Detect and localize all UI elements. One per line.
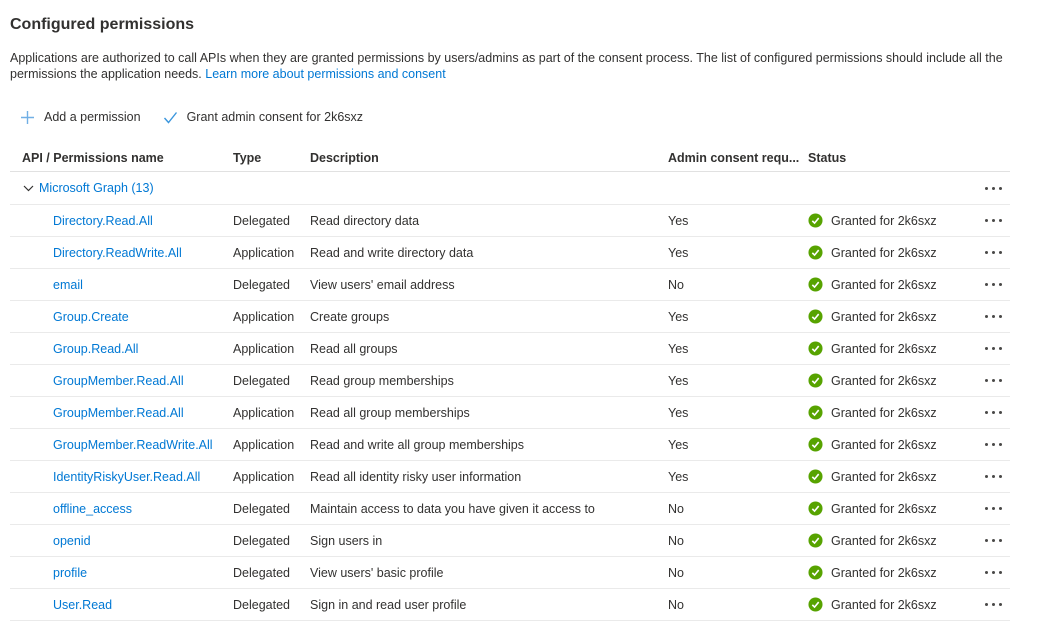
page-title: Configured permissions (10, 16, 195, 33)
status-text: Granted for 2k6sxz (831, 213, 937, 228)
description-body: Applications are authorized to call APIs when they are granted permissions by users/admins as part of the consent process. The list of configured permissions should include all the permissions the application needs. (10, 51, 1003, 81)
status-cell (808, 501, 975, 516)
row-menu-cell (975, 311, 1010, 322)
permissions-table (10, 144, 1010, 621)
permission-description: Create groups (310, 309, 390, 324)
api-group-name-cell (10, 181, 154, 195)
permission-name-cell (10, 342, 233, 356)
permission-name-link[interactable]: Directory.Read.All (53, 213, 153, 228)
permission-description: Read all groups (310, 341, 398, 356)
granted-check-icon (808, 213, 823, 228)
granted-check-icon (808, 309, 823, 324)
status-text: Granted for 2k6sxz (831, 245, 937, 260)
ellipsis-menu-icon[interactable] (983, 215, 1004, 226)
permission-name-cell (10, 374, 233, 388)
ellipsis-menu-icon[interactable] (983, 535, 1004, 546)
permission-type: Application (233, 469, 295, 484)
ellipsis-menu-icon[interactable] (983, 311, 1004, 322)
ellipsis-menu-icon[interactable] (983, 471, 1004, 482)
permission-description: Sign in and read user profile (310, 597, 467, 612)
admin-consent-required-value: Yes (668, 341, 689, 356)
permission-row (10, 365, 1010, 397)
permission-row (10, 333, 1010, 365)
row-menu-cell (975, 279, 1010, 290)
header-admin-consent-required: Admin consent requ... (668, 150, 800, 165)
ellipsis-menu-icon[interactable] (983, 567, 1004, 578)
permission-description: Read directory data (310, 213, 420, 228)
group-menu-cell (975, 183, 1010, 194)
permission-name-cell (10, 598, 233, 612)
granted-check-icon (808, 501, 823, 516)
granted-check-icon (808, 373, 823, 388)
api-group-link[interactable]: Microsoft Graph (13) (39, 181, 154, 195)
permission-name-cell (10, 438, 233, 452)
plus-icon (20, 110, 35, 125)
permission-name-cell (10, 214, 233, 228)
granted-check-icon (808, 277, 823, 292)
permission-name-link[interactable]: offline_access (53, 501, 132, 516)
row-menu-cell (975, 407, 1010, 418)
ellipsis-menu-icon[interactable] (983, 439, 1004, 450)
permission-name-cell (10, 534, 233, 548)
admin-consent-required-value: No (668, 277, 684, 292)
admin-consent-required-value: Yes (668, 245, 689, 260)
permission-type: Application (233, 341, 295, 356)
status-text: Granted for 2k6sxz (831, 469, 937, 484)
status-cell (808, 373, 975, 388)
admin-consent-required-value: Yes (668, 309, 689, 324)
status-text: Granted for 2k6sxz (831, 565, 937, 580)
permission-type: Application (233, 245, 295, 260)
admin-consent-required-value: Yes (668, 373, 689, 388)
permission-type: Application (233, 437, 295, 452)
ellipsis-menu-icon[interactable] (983, 279, 1004, 290)
permission-row (10, 557, 1010, 589)
permission-type: Delegated (233, 597, 290, 612)
status-cell (808, 437, 975, 452)
row-menu-cell (975, 535, 1010, 546)
check-icon (163, 111, 178, 124)
table-header-row (10, 144, 1010, 172)
status-text: Granted for 2k6sxz (831, 341, 937, 356)
permission-row (10, 397, 1010, 429)
grant-admin-consent-button[interactable] (153, 103, 375, 131)
status-text: Granted for 2k6sxz (831, 597, 937, 612)
permission-name-link[interactable]: Group.Create (53, 309, 129, 324)
row-menu-cell (975, 567, 1010, 578)
granted-check-icon (808, 469, 823, 484)
admin-consent-required-value: Yes (668, 469, 689, 484)
granted-check-icon (808, 405, 823, 420)
status-cell (808, 597, 975, 612)
status-cell (808, 565, 975, 580)
permission-name-link[interactable]: User.Read (53, 597, 113, 612)
permission-description: Maintain access to data you have given it access to (310, 501, 595, 516)
permission-description: View users' basic profile (310, 565, 444, 580)
status-cell (808, 341, 975, 356)
permission-description: Sign users in (310, 533, 383, 548)
permission-description: View users' email address (310, 277, 455, 292)
ellipsis-menu-icon[interactable] (983, 247, 1004, 258)
row-menu-cell (975, 247, 1010, 258)
granted-check-icon (808, 437, 823, 452)
status-text: Granted for 2k6sxz (831, 437, 937, 452)
status-cell (808, 277, 975, 292)
ellipsis-menu-icon[interactable] (983, 343, 1004, 354)
permission-type: Delegated (233, 277, 290, 292)
admin-consent-required-value: Yes (668, 437, 689, 452)
permission-name-link[interactable]: Directory.ReadWrite.All (53, 245, 182, 260)
status-text: Granted for 2k6sxz (831, 373, 937, 388)
admin-consent-required-value: Yes (668, 405, 689, 420)
permission-type: Delegated (233, 565, 290, 580)
header-api-permissions-name: API / Permissions name (22, 150, 164, 165)
add-permission-label: Add a permission (44, 110, 141, 124)
permission-row (10, 205, 1010, 237)
status-text: Granted for 2k6sxz (831, 309, 937, 324)
header-description: Description (310, 150, 379, 165)
row-menu-cell (975, 215, 1010, 226)
ellipsis-menu-icon[interactable] (983, 375, 1004, 386)
granted-check-icon (808, 245, 823, 260)
admin-consent-required-value: Yes (668, 213, 689, 228)
permission-name-link[interactable]: email (53, 277, 83, 292)
status-cell (808, 469, 975, 484)
ellipsis-menu-icon[interactable] (983, 183, 1004, 194)
status-text: Granted for 2k6sxz (831, 277, 937, 292)
permission-row (10, 237, 1010, 269)
api-group-row (10, 172, 1010, 205)
toolbar (10, 103, 1047, 131)
chevron-down-icon[interactable] (22, 182, 35, 195)
permission-name-cell (10, 566, 233, 580)
permission-row (10, 525, 1010, 557)
admin-consent-required-value: No (668, 501, 684, 516)
permission-row (10, 461, 1010, 493)
permission-name-link[interactable]: openid (53, 533, 91, 548)
permission-description: Read group memberships (310, 373, 454, 388)
permission-name-link[interactable]: GroupMember.ReadWrite.All (53, 437, 213, 452)
permission-type: Delegated (233, 533, 290, 548)
status-text: Granted for 2k6sxz (831, 501, 937, 516)
admin-consent-required-value: No (668, 565, 684, 580)
status-cell (808, 213, 975, 228)
row-menu-cell (975, 599, 1010, 610)
header-status: Status (808, 150, 847, 165)
learn-more-link[interactable]: Learn more about permissions and consent (205, 67, 446, 81)
permission-row (10, 429, 1010, 461)
permission-name-cell (10, 278, 233, 292)
permission-description: Read and write all group memberships (310, 437, 524, 452)
row-menu-cell (975, 375, 1010, 386)
status-text: Granted for 2k6sxz (831, 405, 937, 420)
granted-check-icon (808, 597, 823, 612)
permission-description: Read and write directory data (310, 245, 474, 260)
granted-check-icon (808, 533, 823, 548)
grant-admin-consent-label: Grant admin consent for 2k6sxz (186, 110, 364, 124)
permission-row (10, 301, 1010, 333)
admin-consent-required-value: No (668, 533, 684, 548)
permission-row (10, 493, 1010, 525)
permission-name-link[interactable]: profile (53, 565, 88, 580)
ellipsis-menu-icon[interactable] (983, 407, 1004, 418)
permission-name-cell (10, 310, 233, 324)
row-menu-cell (975, 343, 1010, 354)
status-text: Granted for 2k6sxz (831, 533, 937, 548)
granted-check-icon (808, 341, 823, 356)
permission-name-link[interactable]: Group.Read.All (53, 341, 139, 356)
status-cell (808, 533, 975, 548)
permission-type: Delegated (233, 213, 290, 228)
ellipsis-menu-icon[interactable] (983, 599, 1004, 610)
row-menu-cell (975, 439, 1010, 450)
permission-type: Application (233, 309, 295, 324)
description-text (10, 50, 1004, 82)
add-permission-button[interactable] (10, 103, 153, 131)
permission-name-cell (10, 406, 233, 420)
permission-name-cell (10, 502, 233, 516)
permission-name-cell (10, 470, 233, 484)
permission-name-cell (10, 246, 233, 260)
admin-consent-required-value: No (668, 597, 684, 612)
ellipsis-menu-icon[interactable] (983, 503, 1004, 514)
permission-type: Application (233, 405, 295, 420)
status-cell (808, 245, 975, 260)
permission-description: Read all identity risky user information (310, 469, 522, 484)
permission-name-link[interactable]: GroupMember.Read.All (53, 373, 184, 388)
row-menu-cell (975, 471, 1010, 482)
permission-name-link[interactable]: GroupMember.Read.All (53, 405, 184, 420)
header-type: Type (233, 150, 262, 165)
permission-row (10, 269, 1010, 301)
status-cell (808, 309, 975, 324)
granted-check-icon (808, 565, 823, 580)
status-cell (808, 405, 975, 420)
permission-type: Delegated (233, 501, 290, 516)
permission-row (10, 589, 1010, 621)
permission-description: Read all group memberships (310, 405, 470, 420)
permission-type: Delegated (233, 373, 290, 388)
permission-name-link[interactable]: IdentityRiskyUser.Read.All (53, 469, 201, 484)
row-menu-cell (975, 503, 1010, 514)
table-body (10, 205, 1010, 621)
